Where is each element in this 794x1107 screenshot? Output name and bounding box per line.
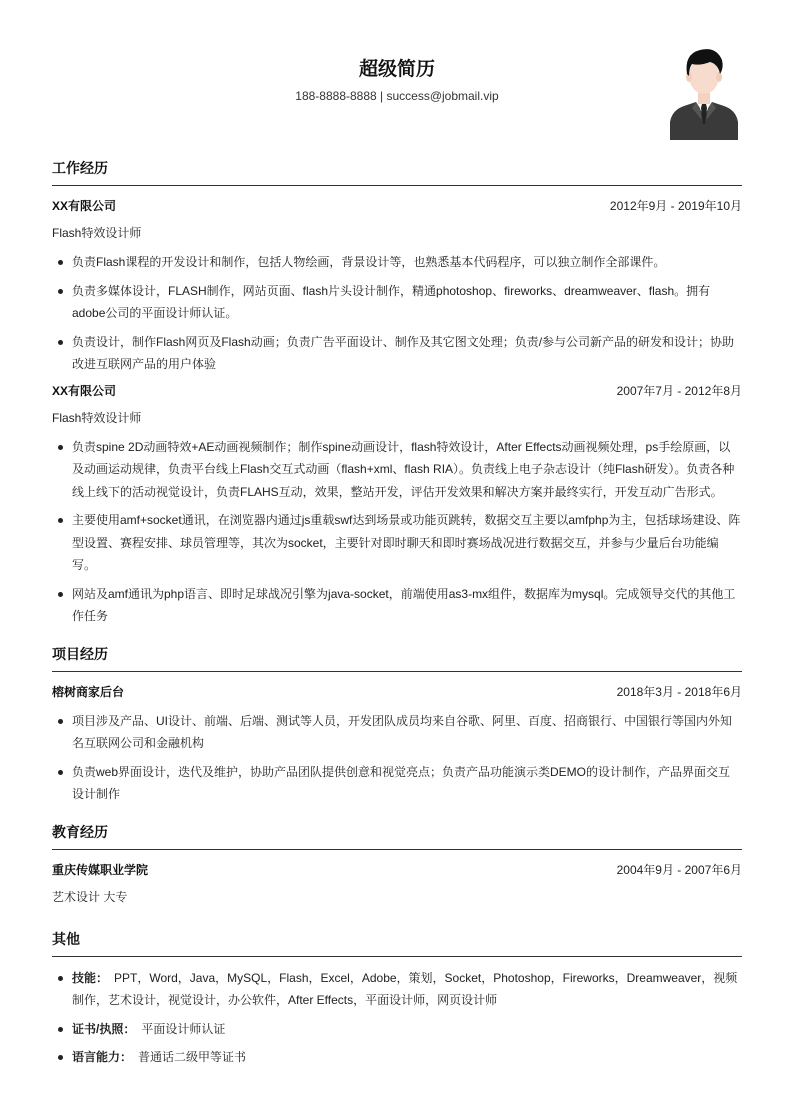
education-entry xyxy=(52,861,742,905)
section-title-other: 其他 xyxy=(52,929,742,957)
section-title-work: 工作经历 xyxy=(52,158,742,186)
skills-label: 技能： xyxy=(72,970,109,985)
date-range: 2018年3月 - 2018年6月 xyxy=(616,684,742,699)
work-entry xyxy=(52,197,742,376)
list-item xyxy=(52,967,742,1012)
list-item xyxy=(52,1018,742,1041)
job-role: Flash特效设计师 xyxy=(52,226,142,240)
school-name: 重庆传媒职业学院 xyxy=(52,862,149,877)
certificate-label: 证书/执照： xyxy=(72,1021,136,1036)
list-item: 负责web界面设计，迭代及维护，协助产品团队提供创意和视觉亮点；负责产品功能演示类DEMO的设计制作，产品界面交互设计制作 xyxy=(52,761,742,806)
work-entry xyxy=(52,382,742,628)
resume-page xyxy=(52,0,742,1107)
work-section xyxy=(52,158,742,628)
date-range: 2004年9月 - 2007年6月 xyxy=(616,862,742,877)
project-name: 榕树商家后台 xyxy=(52,684,125,699)
date-range: 2007年7月 - 2012年8月 xyxy=(616,383,742,398)
list-item: 负责spine 2D动画特效+AE动画视频制作；制作spine动画设计，flash特效设计，After Effects动画视频处理，ps手绘原画，以及动画运动规律，负责平台线上Flash交互式动画（flash+xml、flash RIA）。负责线上电子杂志设计（纯Flash研发）。负责各种线上线下的活动视觉设计，负责FLAHS互动，效果，整站开发，评估开发效果和解决方案并最终实行，开发互动广告形式。 xyxy=(52,436,742,504)
section-title-education: 教育经历 xyxy=(52,822,742,850)
degree: 艺术设计 大专 xyxy=(52,889,128,904)
language-value: 普通话二级甲等证书 xyxy=(138,1050,247,1064)
list-item: 负责多媒体设计，FLASH制作，网站页面、flash片头设计制作，精通photoshop、fireworks、dreamweaver、flash。拥有adobe公司的平面设计师认证。 xyxy=(52,280,742,325)
company-name: XX有限公司 xyxy=(52,383,117,398)
resume-header xyxy=(52,0,742,150)
list-item: 主要使用amf+socket通讯，在浏览器内通过js重载swf达到场景或功能页跳转，数据交互主要以amfphp为主，包括球场建设、阵型设置、赛程安排、球员管理等，其次为socket，主要针对即时聊天和即时赛场战况进行数据交互，并参与少量后台功能编写。 xyxy=(52,509,742,577)
project-section xyxy=(52,644,742,806)
list-item: 负责Flash课程的开发设计和制作，包括人物绘画，背景设计等，也熟悉基本代码程序，可以独立制作全部课件。 xyxy=(52,251,742,274)
date-range: 2012年9月 - 2019年10月 xyxy=(609,199,742,213)
company-name: XX有限公司 xyxy=(52,199,117,213)
list-item: 网站及amf通讯为php语言、即时足球战况引擎为java-socket，前端使用as3-mx组件，数据库为mysql。完成领导交代的其他工作任务 xyxy=(52,583,742,628)
list-item: 项目涉及产品、UI设计、前端、后端、测试等人员，开发团队成员均来自谷歌、阿里、百度、招商银行、中国银行等国内外知名互联网公司和金融机构 xyxy=(52,710,742,755)
project-entry xyxy=(52,683,742,806)
contact-info: 188-8888-8888 | success@jobmail.vip xyxy=(295,89,499,103)
other-section xyxy=(52,929,742,1069)
education-section xyxy=(52,822,742,905)
language-label: 语言能力： xyxy=(72,1050,133,1064)
section-title-project: 项目经历 xyxy=(52,644,742,672)
job-role: Flash特效设计师 xyxy=(52,410,142,425)
avatar-icon xyxy=(670,44,738,140)
list-item xyxy=(52,1046,742,1069)
certificate-value: 平面设计师认证 xyxy=(141,1021,226,1036)
skills-value: PPT，Word，Java，MySQL，Flash，Excel，Adobe，策划，Socket，Photoshop，Fireworks，Dreamweaver，视频制作，艺术设计，视觉设计，办公软件，After Effects，平面设计师，网页设计师 xyxy=(72,970,738,1007)
list-item: 负责设计，制作Flash网页及Flash动画；负责广告平面设计、制作及其它图文处理；负责/参与公司新产品的研发和设计；协助改进互联网产品的用户体验 xyxy=(52,331,742,376)
candidate-name: 超级简历 xyxy=(358,59,435,80)
